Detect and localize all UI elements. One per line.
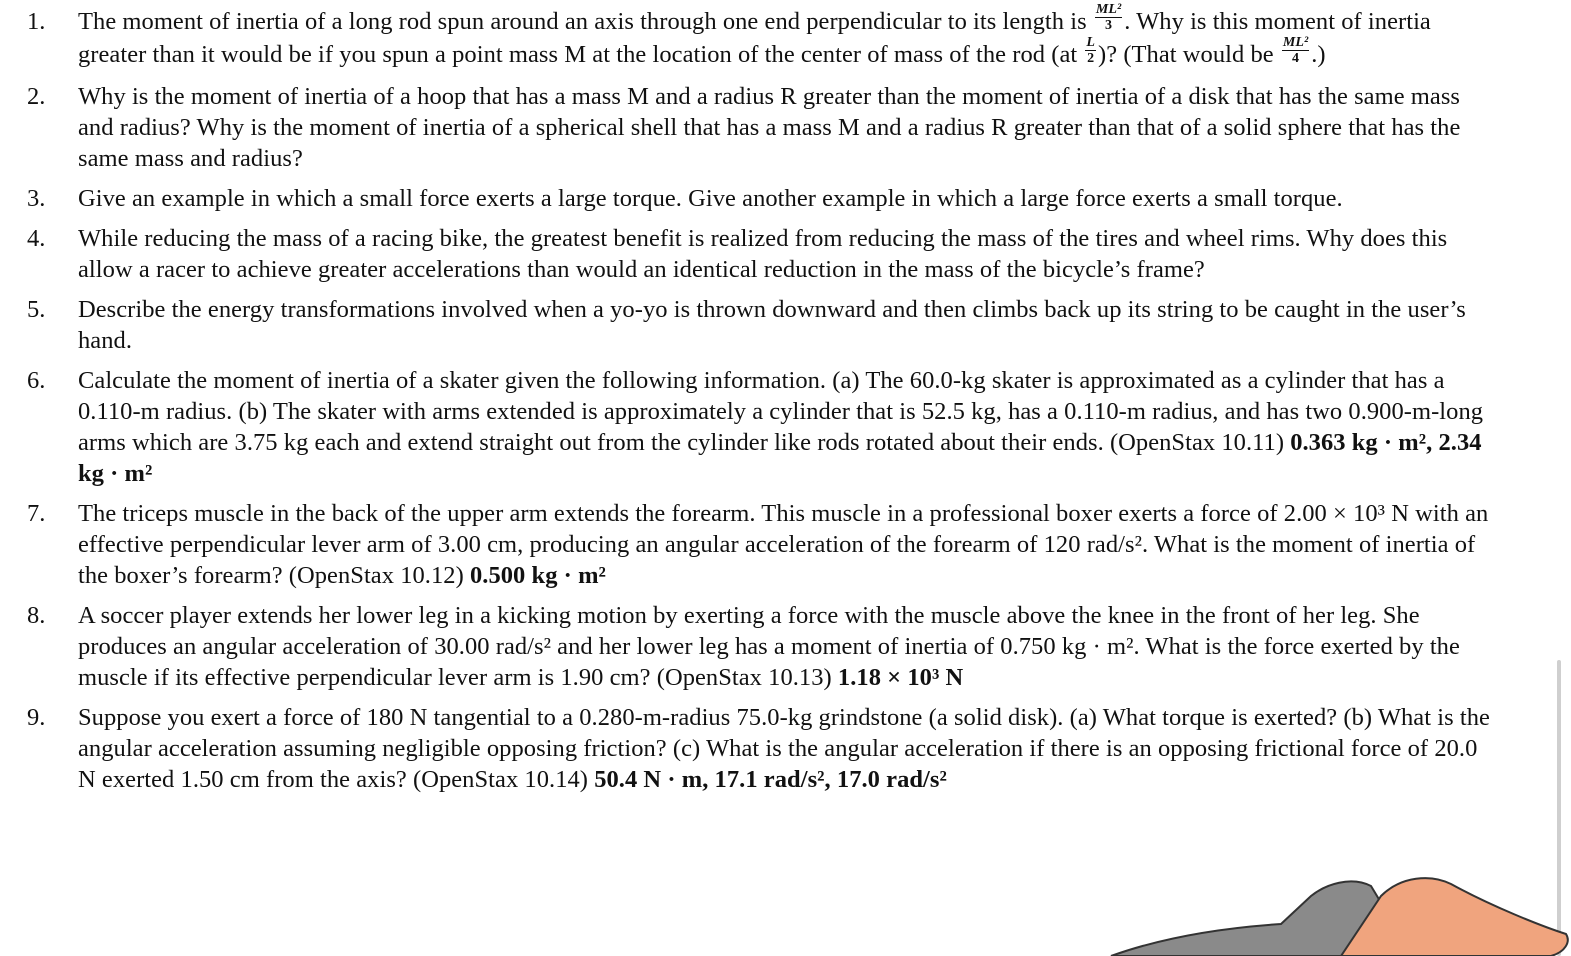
fraction-l-over-2: $\frac{L}{2}$ [1086,34,1096,66]
question-text: )? (That would be [1098,40,1280,68]
question-number: 5. [27,295,46,323]
answer: 0.500 kg · m² [469,561,606,589]
question-text: Give an example in which a small force exerts a large torque. Give another example in which a large force exerts a small torque. [78,184,1343,212]
question-text: Why is the moment of inertia of a hoop that has a mass M and a radius R greater than the moment of inertia of a disk that has the same mass and radius? Why is the moment of inertia of a spherical shell that has a mass M and a radius R greater than that of a solid sphere that has the same mass and radius? [78,82,1461,172]
question-6 [0,365,1500,489]
question-7 [0,498,1500,591]
question-number: 7. [27,499,46,527]
question-number: 2. [27,82,46,110]
answer: 0.363 kg · m², 2.34 kg · m² [78,428,1482,487]
question-text: Suppose you exert a force of 180 N tangential to a 0.280-m-radius 75.0-kg grindstone (a solid disk). (a) What torque is exerted? (b) What is the angular acceleration assuming negligible opposing friction? (c) What is the angular acceleration if there is an opposing frictional force of 20.0 N exerted 1.50 cm from the axis? (OpenStax 10.14) [78,703,1490,793]
answer: 1.18 × 10³ N [837,663,964,691]
question-number: 9. [27,703,46,731]
question-text: .) [1311,40,1326,68]
question-text: . Why is this moment of inertia greater than it would be if you spun a point mass M at the location of the center of mass of the rod (at [78,8,1431,68]
question-number: 1. [27,8,46,35]
question-1 [0,1,1500,72]
question-list [0,1,1500,804]
question-number: 6. [27,366,46,394]
question-text: The triceps muscle in the back of the upper arm extends the forearm. This muscle in a professional boxer exerts a force of 2.00 × 10³ N with an effective perpendicular lever arm of 3.00 cm, producing an angular acceleration of the forearm of 120 rad/s². What is the moment of inertia of the boxer’s forearm? (OpenStax 10.12) [78,499,1489,589]
question-number: 3. [27,184,46,212]
question-text: While reducing the mass of a racing bike, the greatest benefit is realized from reducing the mass of the tires and wheel rims. Why does this allow a racer to achieve greater accelerations than would an identical reduction in the mass of the bicycle’s frame? [78,224,1448,283]
question-number: 4. [27,224,46,252]
question-2 [0,81,1500,174]
question-text: Describe the energy transformations involved when a yo-yo is thrown downward and then climbs back up its string to be caught in the user’s hand. [78,295,1466,354]
hand-pointer-icon [1071,876,1571,956]
question-4 [0,223,1500,285]
question-text: Calculate the moment of inertia of a skater given the following information. (a) The 60.0-kg skater is approximated as a cylinder that has a 0.110-m radius. (b) The skater with arms extended is approximately a cylinder that is 52.5 kg, has a 0.110-m radius, and has two 0.900-m-long arms which are 3.75 kg each and extend straight out from the cylinder like rods rotated about their ends. (OpenStax 10.11) [78,366,1484,456]
question-text: The moment of inertia of a long rod spun around an axis through one end perpendicular to its length is [78,8,1093,35]
question-5 [0,294,1500,356]
question-9 [0,702,1500,795]
question-3 [0,183,1500,214]
fraction-ml2-over-4: $\frac{\text{ML²}}{4}$ [1282,34,1309,66]
answer: 50.4 N · m, 17.1 rad/s², 17.0 rad/s² [594,765,947,793]
question-text: A soccer player extends her lower leg in a kicking motion by exerting a force with the muscle above the knee in the front of her leg. She produces an angular acceleration of 30.00 rad/s² and her lower leg has a moment of inertia of 0.750 kg · m². What is the force exerted by the muscle if its effective perpendicular lever arm is 1.90 cm? (OpenStax 10.13) [78,601,1460,691]
question-number: 8. [27,601,46,629]
fraction-ml2-over-3: $\frac{\text{ML²}}{3}$ [1095,1,1122,33]
question-8 [0,600,1500,693]
